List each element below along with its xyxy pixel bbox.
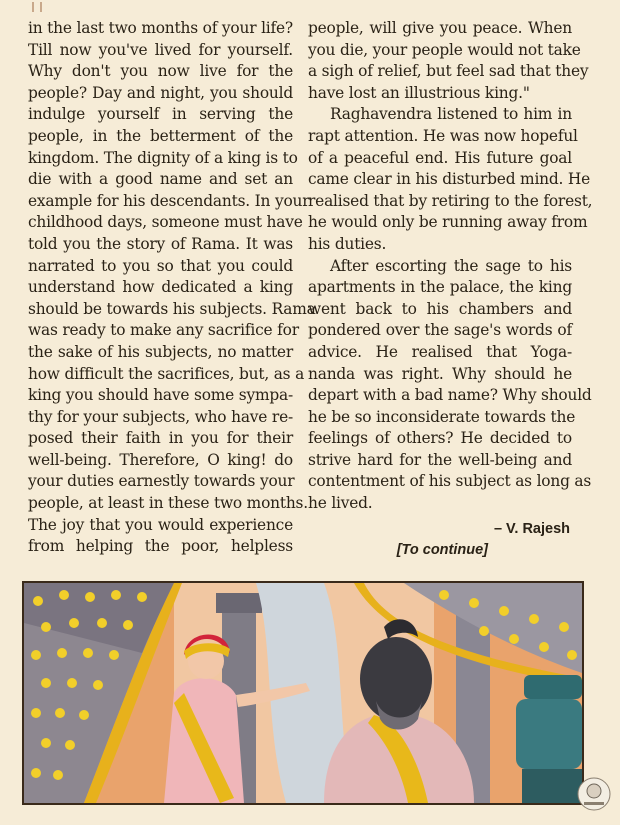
text-line: was ready to make any sacrifice for	[28, 321, 299, 340]
text-line: king you should have some sympa-	[28, 386, 293, 405]
text-line: Till now you've lived for yourself.	[28, 40, 293, 59]
text-line: a sigh of relief, but feel sad that they	[308, 62, 589, 81]
illustration-scene	[24, 583, 582, 803]
text-line: nanda was right. Why should he	[308, 364, 572, 383]
story-illustration	[22, 581, 584, 805]
to-continue-note: [To continue]	[396, 542, 488, 558]
text-line: die with a good name and set an	[28, 170, 293, 189]
publisher-logo-icon	[576, 776, 612, 812]
text-line: indulge yourself in serving the	[28, 105, 293, 124]
text-line: he lived.	[308, 494, 373, 513]
paragraph-start: Raghavendra listened to him in	[330, 105, 572, 124]
right-text-column	[308, 18, 593, 515]
text-line: from helping the poor, helpless	[28, 537, 293, 556]
text-line: Why don't you now live for the	[28, 62, 293, 81]
text-line: of a peaceful end. His future goal	[308, 148, 572, 167]
text-line: he be so inconsiderate towards the	[308, 407, 576, 426]
text-line: people, in the betterment of the	[28, 126, 293, 145]
text-line: strive hard for the well-being and	[308, 450, 572, 469]
text-line: how difficult the sacrifices, but, as a	[28, 364, 305, 383]
text-line: your duties earnestly towards your	[28, 472, 295, 491]
text-line: told you the story of Rama. It was	[28, 234, 293, 253]
text-line: came clear in his disturbed mind. He	[308, 170, 591, 189]
text-line: thy for your subjects, who have re-	[28, 407, 293, 426]
text-line: well-being. Therefore, O king! do	[28, 450, 293, 469]
text-line: people, will give you peace. When	[308, 19, 572, 37]
text-line: went back to his chambers and	[308, 299, 572, 318]
text-line: people? Day and night, you should	[28, 83, 293, 102]
text-line: example for his descendants. In your	[28, 191, 310, 210]
text-line: The joy that you would experience	[28, 515, 293, 534]
left-text-column	[28, 18, 316, 558]
text-line: pondered over the sage's words of	[308, 321, 572, 340]
text-line: realised that by retiring to the forest,	[308, 191, 593, 210]
text-line: rapt attention. He was now hopeful	[308, 126, 578, 145]
text-line: apartments in the palace, the king	[308, 278, 572, 297]
text-line: he would only be running away from	[308, 213, 588, 232]
text-line: kingdom. The dignity of a king is to	[28, 148, 298, 167]
text-line: childhood days, someone must have	[28, 213, 303, 232]
text-line: people, at least in these two months.	[28, 494, 308, 513]
text-line: you die, your people would not take	[308, 40, 581, 59]
text-line: depart with a bad name? Why should	[308, 386, 592, 405]
text-line: his duties.	[308, 234, 387, 253]
text-line: the sake of his subjects, no matter	[28, 342, 293, 361]
text-line: posed their faith in you for their	[28, 429, 293, 448]
text-line: contentment of his subject as long as	[308, 472, 592, 491]
author-byline: – V. Rajesh	[493, 521, 570, 537]
paragraph-start: After escorting the sage to his	[330, 256, 572, 275]
margin-mark	[30, 2, 58, 12]
text-line: advice. He realised that Yoga-	[308, 342, 572, 361]
text-line: should be towards his subjects. Rama	[28, 299, 316, 318]
text-line: feelings of others? He decided to	[308, 429, 572, 448]
text-line: understand how dedicated a king	[28, 278, 293, 297]
text-line: narrated to you so that you could	[28, 256, 293, 275]
text-line: in the last two months of your life?	[28, 19, 293, 37]
text-line: have lost an illustrious king."	[308, 83, 530, 102]
